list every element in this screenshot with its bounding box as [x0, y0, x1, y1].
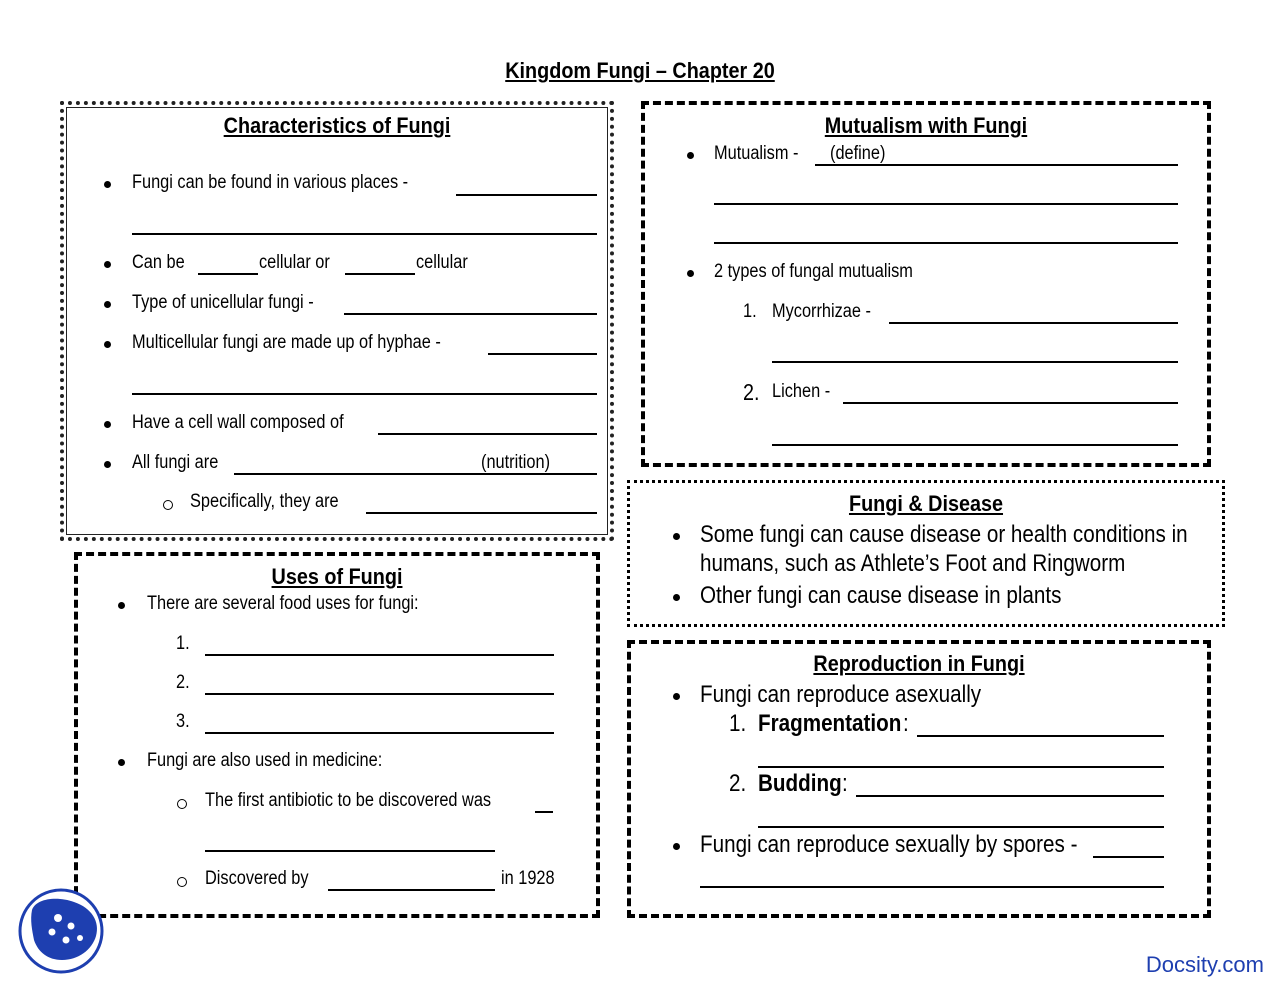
specifically-text: Specifically, they are	[190, 491, 339, 512]
unicellular-text: Type of unicellular fungi -	[132, 292, 314, 313]
blank-line[interactable]	[772, 444, 1178, 446]
blank-line[interactable]	[345, 273, 415, 275]
colon: :	[842, 770, 848, 797]
blank-line[interactable]	[344, 313, 597, 315]
fragmentation-label: Fragmentation	[758, 710, 902, 737]
bullet	[104, 421, 111, 428]
cell-wall-text: Have a cell wall composed of	[132, 412, 344, 433]
cellular-or-text: cellular or	[259, 252, 330, 273]
found-text: Fungi can be found in various places -	[132, 172, 409, 193]
disease-line-3: Other fungi can cause disease in plants	[700, 582, 1062, 609]
disease-line-1: Some fungi can cause disease or health conditions in	[700, 521, 1188, 548]
blank-line[interactable]	[889, 322, 1178, 324]
item-number: 1.	[176, 633, 190, 654]
characteristics-box	[60, 101, 614, 541]
bullet	[673, 594, 680, 601]
asexual-text: Fungi can reproduce asexually	[700, 681, 982, 708]
year-text: in 1928	[501, 868, 555, 889]
blank-line[interactable]	[758, 826, 1164, 828]
uses-heading: Uses of Fungi	[271, 564, 403, 589]
antibiotic-text: The first antibiotic to be discovered was	[205, 790, 492, 811]
item-number: 2.	[743, 379, 760, 405]
bullet	[118, 602, 125, 609]
blank-line[interactable]	[917, 735, 1164, 737]
blank-line[interactable]	[205, 850, 495, 852]
lichen-text: Lichen -	[772, 381, 831, 402]
types-text: 2 types of fungal mutualism	[714, 261, 913, 282]
bullet	[687, 270, 694, 277]
nutrition-label: (nutrition)	[481, 452, 551, 473]
blank-line[interactable]	[758, 766, 1164, 768]
docsity-logo-icon	[18, 888, 104, 974]
item-number: 1.	[729, 710, 747, 737]
blank-line[interactable]	[132, 233, 597, 235]
blank-line[interactable]	[205, 654, 554, 656]
blank-line[interactable]	[843, 402, 1178, 404]
blank-line[interactable]	[714, 242, 1178, 244]
item-number: 3.	[176, 711, 190, 732]
sub-bullet	[163, 500, 173, 510]
blank-line[interactable]	[132, 393, 597, 395]
multicellular-text: Multicellular fungi are made up of hyphae -	[132, 332, 441, 353]
mycorrhizae-text: Mycorrhizae -	[772, 301, 871, 322]
blank-line[interactable]	[714, 203, 1178, 205]
sub-bullet	[177, 799, 187, 809]
sexual-text: Fungi can reproduce sexually by spores -	[700, 831, 1078, 858]
blank-line[interactable]	[488, 353, 597, 355]
blank-line[interactable]	[456, 194, 597, 196]
page-title: Kingdom Fungi – Chapter 20	[505, 58, 775, 83]
characteristics-heading: Characteristics of Fungi	[223, 113, 451, 138]
blank-line[interactable]	[535, 811, 553, 813]
mutualism-heading: Mutualism with Fungi	[824, 113, 1028, 138]
blank-line[interactable]	[366, 512, 597, 514]
medicine-text: Fungi are also used in medicine:	[147, 750, 383, 771]
disease-line-2: humans, such as Athlete’s Foot and Ringworm	[700, 550, 1126, 577]
discovered-by-text: Discovered by	[205, 868, 309, 889]
all-fungi-text: All fungi are	[132, 452, 219, 473]
bullet	[673, 693, 680, 700]
budding-label: Budding	[758, 770, 842, 797]
brand-link[interactable]: Docsity.com	[1145, 952, 1264, 977]
mutualism-text: Mutualism -	[714, 143, 799, 164]
bullet	[104, 301, 111, 308]
cellular-text: cellular	[416, 252, 468, 273]
define-label: (define)	[830, 143, 886, 164]
food-uses-text: There are several food uses for fungi:	[147, 593, 419, 614]
blank-line[interactable]	[700, 886, 1164, 888]
blank-line[interactable]	[205, 693, 554, 695]
blank-line[interactable]	[856, 795, 1164, 797]
blank-line[interactable]	[378, 433, 597, 435]
bullet	[673, 843, 680, 850]
blank-line[interactable]	[198, 273, 258, 275]
bullet	[104, 261, 111, 268]
colon: :	[903, 710, 909, 737]
reproduction-heading: Reproduction in Fungi	[813, 651, 1025, 676]
blank-line[interactable]	[205, 732, 554, 734]
bullet	[104, 341, 111, 348]
item-number: 2.	[176, 672, 190, 693]
blank-line[interactable]	[1093, 856, 1164, 858]
bullet	[118, 759, 125, 766]
bullet	[687, 152, 694, 159]
item-number: 1.	[743, 301, 757, 322]
bullet	[104, 181, 111, 188]
sub-bullet	[177, 877, 187, 887]
can-be-text: Can be	[132, 252, 185, 273]
disease-heading: Fungi & Disease	[848, 491, 1004, 516]
blank-line[interactable]	[772, 361, 1178, 363]
bullet	[104, 461, 111, 468]
blank-line[interactable]	[328, 889, 495, 891]
item-number: 2.	[729, 770, 747, 797]
bullet	[673, 533, 680, 540]
